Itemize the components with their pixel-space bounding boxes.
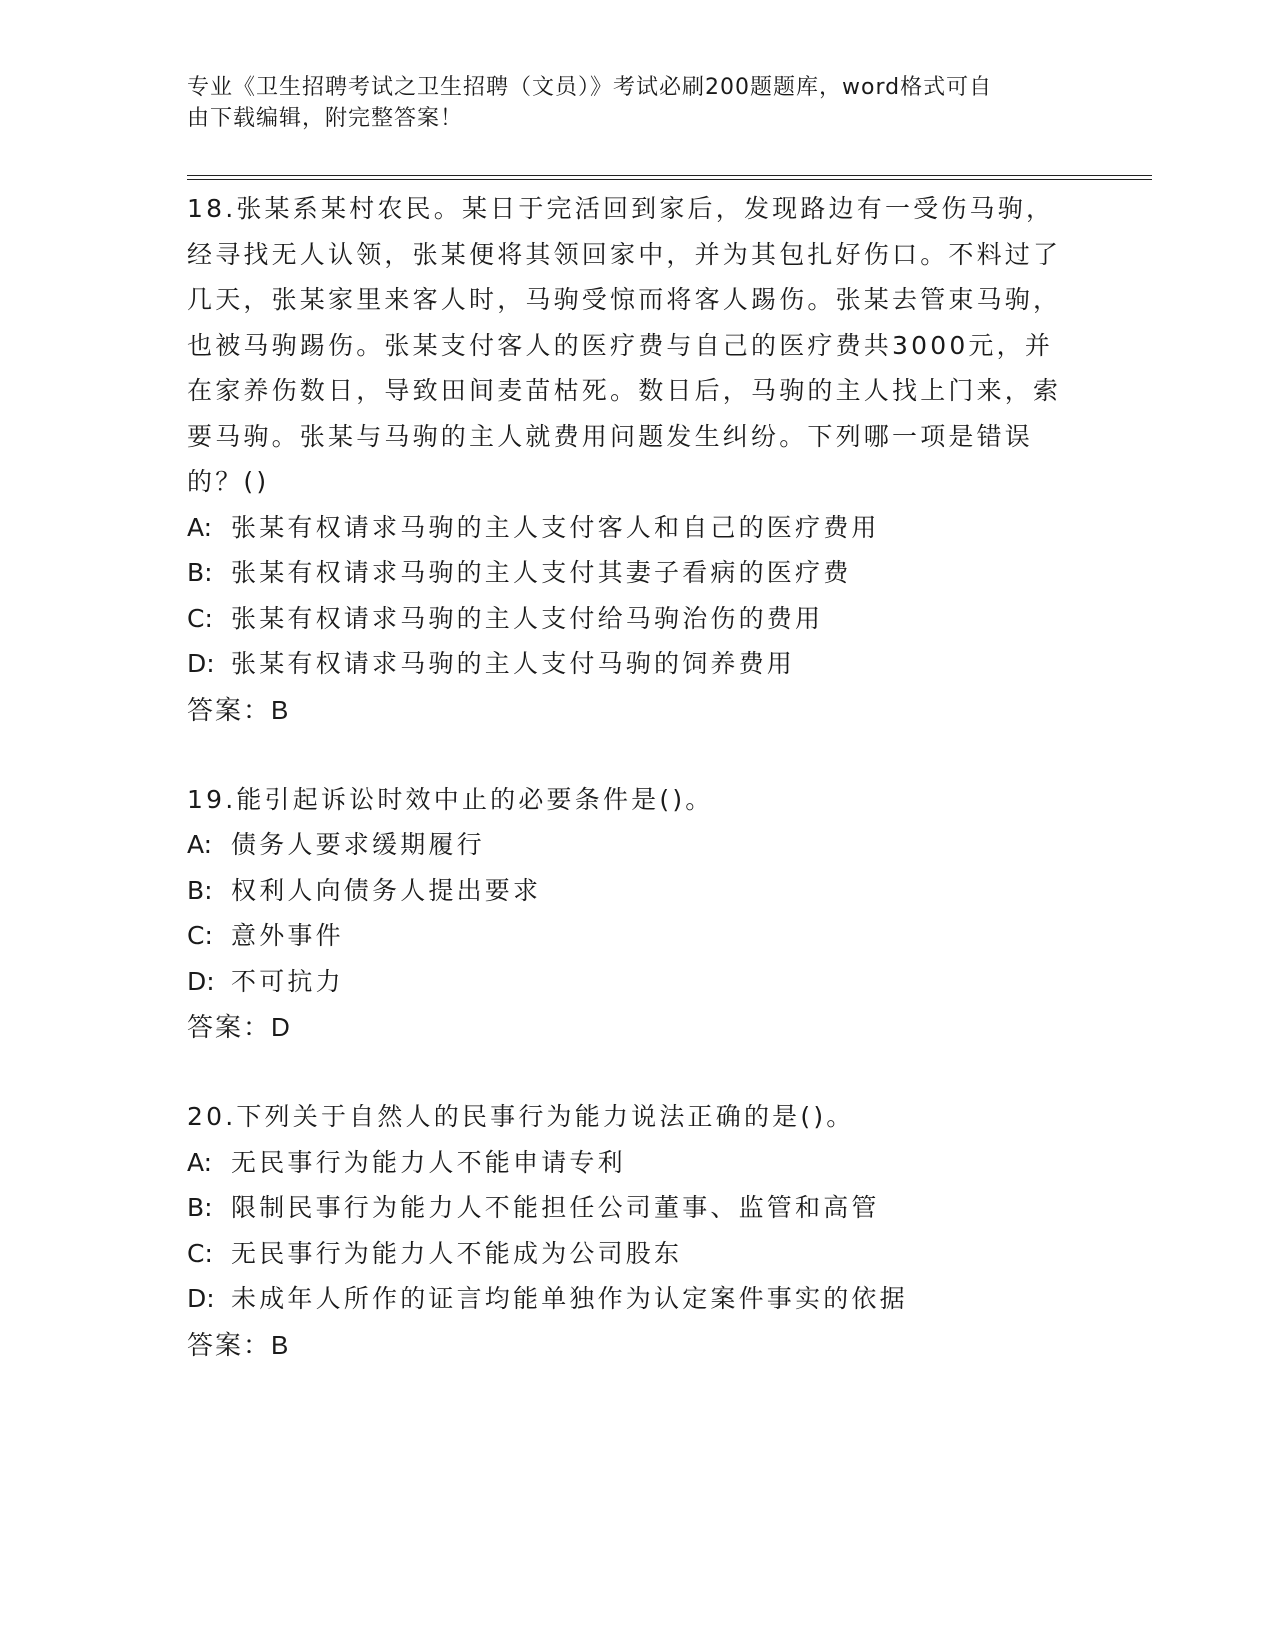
question-stem: 19.能引起诉讼时效中止的必要条件是()。	[187, 784, 714, 814]
option-text: 无民事行为能力人不能申请专利	[231, 1147, 626, 1177]
option-text: 张某有权请求马驹的主人支付给马驹治伤的费用	[231, 603, 824, 633]
option-text: 限制民事行为能力人不能担任公司董事、监管和高管	[231, 1193, 880, 1222]
option-letter: C:	[187, 603, 213, 633]
option-text: 债务人要求缓期履行	[231, 830, 485, 859]
option-c	[187, 596, 1067, 642]
question-spacer	[187, 733, 1067, 777]
option-d	[187, 641, 1067, 687]
option-d	[187, 1276, 1067, 1322]
question-spacer	[187, 1050, 1067, 1094]
option-text: 张某有权请求马驹的主人支付客人和自己的医疗费用	[231, 512, 880, 542]
option-b	[187, 868, 1067, 914]
option-b	[187, 550, 1067, 596]
answer-line: 答案：B	[187, 1329, 291, 1360]
question-20	[187, 1094, 1067, 1368]
option-letter: D:	[187, 1284, 215, 1313]
option-letter: C:	[187, 1238, 213, 1268]
question-list	[187, 186, 1067, 1368]
option-d	[187, 959, 1067, 1005]
option-text: 无民事行为能力人不能成为公司股东	[231, 1238, 683, 1268]
option-text: 张某有权请求马驹的主人支付其妻子看病的医疗费	[231, 558, 852, 587]
question-stem: 20.下列关于自然人的民事行为能力说法正确的是()。	[187, 1102, 855, 1131]
option-c	[187, 1231, 1067, 1277]
option-text: 意外事件	[231, 921, 344, 950]
document-header	[187, 72, 1067, 134]
option-letter: B:	[187, 875, 213, 905]
option-text: 权利人向债务人提出要求	[231, 875, 542, 905]
option-text: 张某有权请求马驹的主人支付马驹的饲养费用	[231, 649, 796, 678]
header-line-2: 由下载编辑，附完整答案！	[187, 106, 464, 131]
option-a	[187, 1140, 1067, 1186]
option-text: 未成年人所作的证言均能单独作为认定案件事实的依据	[231, 1284, 908, 1313]
option-b	[187, 1185, 1067, 1231]
option-letter: B:	[187, 558, 213, 587]
option-letter: D:	[187, 649, 215, 678]
header-divider	[187, 175, 1152, 180]
question-stem: 18.张某系某村农民。某日于完活回到家后，发现路边有一受伤马驹，经寻找无人认领，张某便将其领回家中，并为其包扎好伤口。不料过了几天，张某家里来客人时，马驹受惊而将客人踢伤。张某去管束马驹，也被马驹踢伤。张某支付客人的医疗费与自己的医疗费共3000元，并在家养伤数日，导致田间麦苗枯死。数日后，马驹的主人找上门来，索要马驹。张某与马驹的主人就费用问题发生纠纷。下列哪一项是错误的？()	[187, 194, 1062, 496]
option-letter: C:	[187, 921, 213, 950]
question-19	[187, 777, 1067, 1051]
question-18	[187, 186, 1067, 733]
header-line-1: 专业《卫生招聘考试之卫生招聘（文员）》考试必刷200题题库，word格式可自	[187, 75, 993, 100]
option-letter: A:	[187, 830, 213, 859]
option-letter: B:	[187, 1193, 213, 1222]
answer-line: 答案：B	[187, 694, 291, 725]
option-letter: A:	[187, 512, 213, 542]
option-text: 不可抗力	[231, 966, 344, 996]
option-a	[187, 505, 1067, 551]
option-c	[187, 913, 1067, 959]
option-letter: A:	[187, 1147, 213, 1177]
option-letter: D:	[187, 966, 215, 996]
option-a	[187, 822, 1067, 868]
answer-line: 答案：D	[187, 1012, 292, 1042]
